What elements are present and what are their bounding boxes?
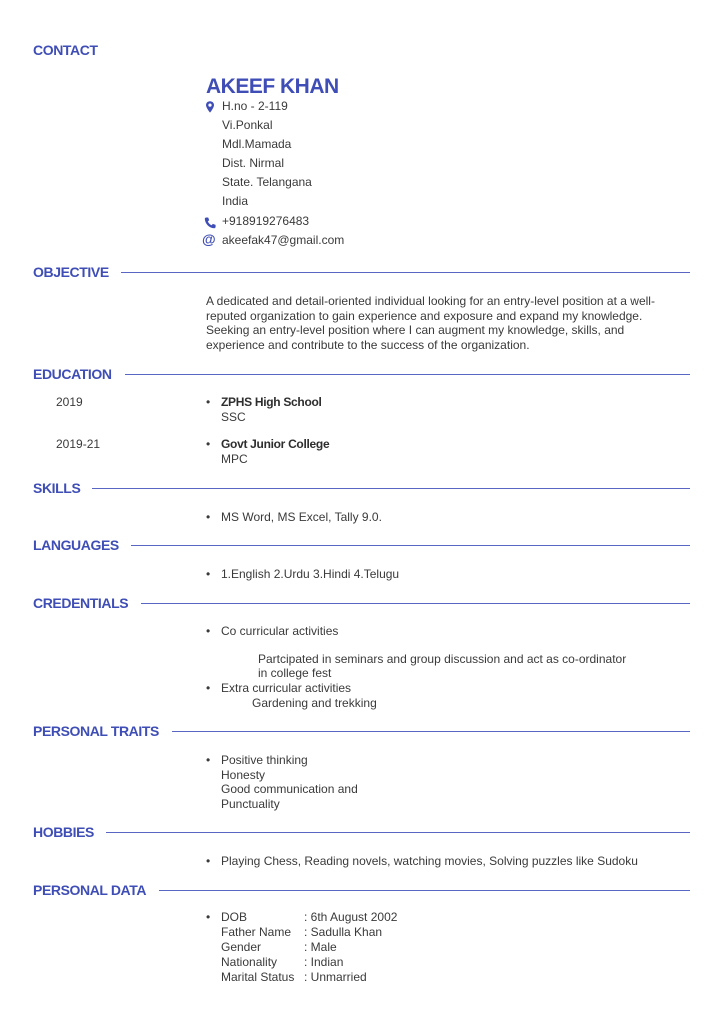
- trait-3: Good communication and: [221, 782, 358, 797]
- credentials-item-1: Co curricular activities: [221, 624, 339, 638]
- pd-label: Nationality: [221, 955, 278, 969]
- trait-1: Positive thinking: [221, 753, 308, 767]
- education-year-2: 2019-21: [56, 437, 101, 451]
- map-pin-icon: [203, 100, 217, 114]
- personal-data-row-gender: [221, 940, 397, 955]
- address-line-6: India: [222, 194, 249, 208]
- objective-text: [206, 294, 692, 353]
- education-heading: EDUCATION: [33, 366, 112, 382]
- trait-4: Punctuality: [221, 796, 280, 811]
- personal-traits-list: [221, 753, 358, 811]
- address-line-1: H.no - 2-119: [222, 99, 288, 113]
- credentials-item-2-detail: Gardening and trekking: [252, 696, 377, 710]
- pd-value: : Male: [304, 940, 337, 954]
- credentials-item-2: Extra curricular activities: [221, 681, 352, 695]
- pd-label: Gender: [221, 940, 262, 954]
- objective-line-3: Seeking an entry-level position where I can augment my knowledge, skills, and: [206, 323, 625, 338]
- personal-traits-heading: PERSONAL TRAITS: [33, 723, 159, 739]
- credentials-item-1-detail-1: Partcipated in seminars and group discussion and act as co-ordinator: [258, 652, 627, 666]
- bullet: •: [206, 510, 211, 524]
- bullet: •: [206, 567, 211, 581]
- email-address: akeefak47@gmail.com: [222, 233, 345, 247]
- pd-label: DOB: [221, 910, 248, 924]
- hobbies-heading: HOBBIES: [33, 824, 94, 840]
- languages-heading: LANGUAGES: [33, 537, 119, 553]
- hobbies-item: Playing Chess, Reading novels, watching movies, Solving puzzles like Sudoku: [221, 854, 638, 868]
- education-item-2: [221, 437, 329, 466]
- pd-value: : 6th August 2002: [304, 910, 398, 924]
- personal-data-row-dob: [221, 910, 397, 925]
- education-year-1: 2019: [56, 395, 83, 409]
- pd-label: Father Name: [221, 925, 292, 939]
- objective-line-4: experience and contribute to the success of the organization.: [206, 338, 530, 353]
- bullet: •: [206, 681, 211, 695]
- school-name-1: ZPHS High School: [221, 395, 322, 409]
- credentials-item-1-detail-2: in college fest: [258, 666, 332, 680]
- bullet: •: [206, 437, 211, 451]
- degree-2: MPC: [221, 451, 248, 466]
- bullet: •: [206, 753, 211, 767]
- objective-line-2: reputed organization to gain experience and exposure and expand my knowledge.: [206, 308, 643, 323]
- address-line-4: Dist. Nirmal: [222, 156, 284, 170]
- objective-line-1: A dedicated and detail-oriented individual looking for an entry-level position at a well-: [206, 294, 655, 308]
- skills-item: MS Word, MS Excel, Tally 9.0.: [221, 510, 382, 524]
- credentials-heading: CREDENTIALS: [33, 595, 129, 611]
- languages-divider: [131, 545, 690, 546]
- at-icon: @: [202, 231, 216, 247]
- personal-data-divider: [159, 890, 690, 891]
- trait-2: Honesty: [221, 767, 266, 782]
- personal-data-list: [221, 910, 397, 985]
- bullet: •: [206, 624, 211, 638]
- pd-value: : Sadulla Khan: [304, 925, 383, 939]
- pd-value: : Indian: [304, 955, 344, 969]
- personal-data-heading: PERSONAL DATA: [33, 882, 147, 898]
- education-divider: [125, 374, 690, 375]
- personal-data-row-marital: [221, 970, 397, 985]
- bullet: •: [206, 395, 211, 409]
- address-line-5: State. Telangana: [222, 175, 312, 189]
- objective-heading: OBJECTIVE: [33, 264, 109, 280]
- bullet: •: [206, 910, 211, 924]
- address-line-3: Mdl.Mamada: [222, 137, 292, 151]
- degree-1: SSC: [221, 409, 246, 424]
- credentials-divider: [141, 603, 690, 604]
- education-item-1: [221, 395, 322, 424]
- phone-number: +918919276483: [222, 214, 310, 228]
- skills-divider: [92, 488, 690, 489]
- phone-icon: [203, 216, 217, 230]
- personal-data-row-father: [221, 925, 397, 940]
- skills-heading: SKILLS: [33, 480, 81, 496]
- objective-divider: [121, 272, 690, 273]
- hobbies-divider: [106, 832, 690, 833]
- address-line-2: Vi.Ponkal: [222, 118, 273, 132]
- personal-traits-divider: [172, 731, 690, 732]
- candidate-name: AKEEF KHAN: [206, 75, 339, 98]
- pd-value: : Unmarried: [304, 970, 367, 984]
- contact-heading: CONTACT: [33, 42, 98, 58]
- languages-item: 1.English 2.Urdu 3.Hindi 4.Telugu: [221, 567, 400, 581]
- school-name-2: Govt Junior College: [221, 437, 330, 451]
- pd-label: Marital Status: [221, 970, 295, 984]
- bullet: •: [206, 854, 211, 868]
- personal-data-row-nationality: [221, 955, 397, 970]
